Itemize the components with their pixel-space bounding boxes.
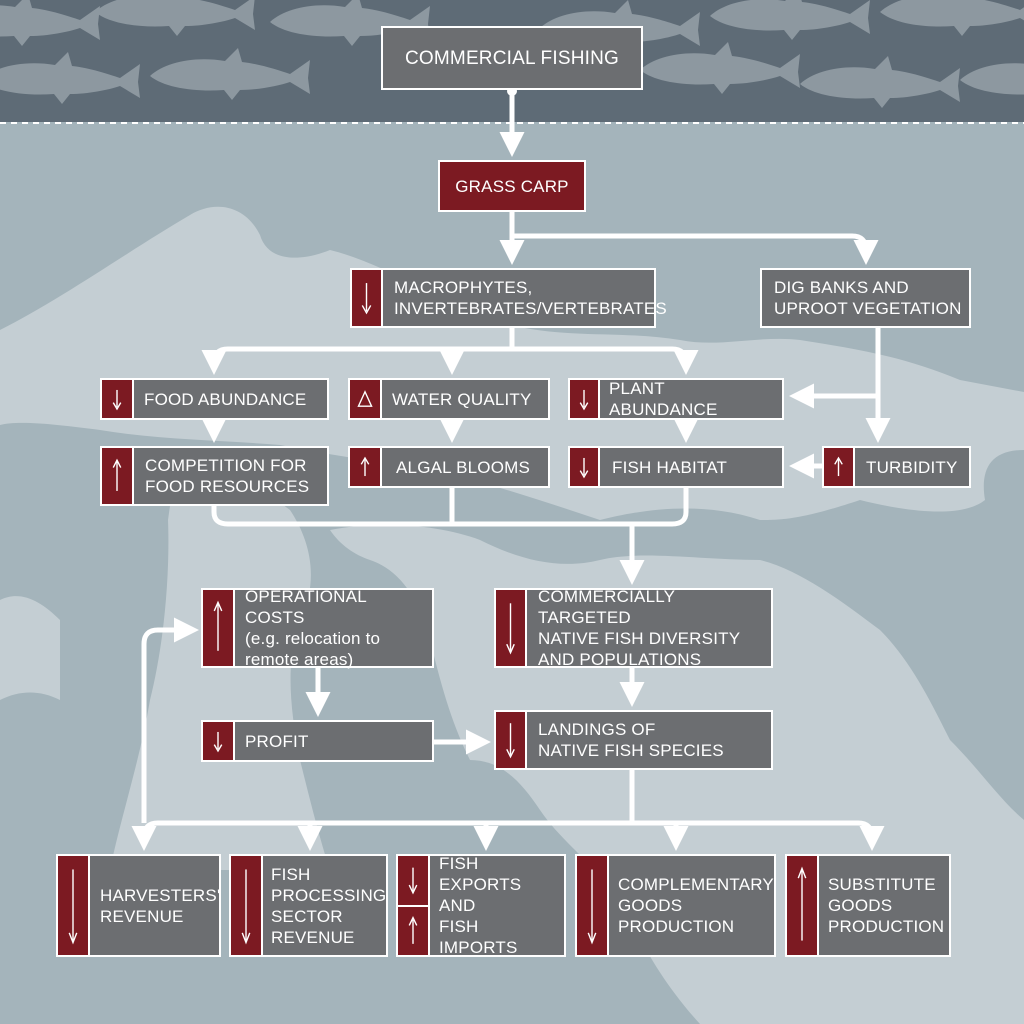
up-arrow-icon (824, 448, 853, 486)
arrow-to-food-abundance (214, 349, 512, 370)
harvesters-revenue-box (56, 854, 221, 957)
fish-imports-indicator (398, 905, 428, 956)
competition-label: COMPETITION FOR FOOD RESOURCES (145, 456, 310, 496)
fish-processing-indicator (231, 856, 263, 955)
native-fish-label: COMMERCIALLY TARGETED NATIVE FISH DIVERSITY AND POPULATIONS (538, 587, 741, 669)
complementary-label: COMPLEMENTARY GOODS PRODUCTION (618, 875, 774, 936)
fish-habitat-box (568, 446, 784, 488)
fish-processing-label: FISH PROCESSING SECTOR REVENUE (271, 864, 387, 947)
up-arrow-icon (398, 907, 428, 956)
food-abundance-label: FOOD ABUNDANCE (144, 389, 307, 409)
complementary-indicator (577, 856, 609, 955)
food-abundance-indicator (102, 380, 134, 418)
algal-blooms-label: ALGAL BLOOMS (396, 457, 531, 477)
macrophytes-box (350, 268, 667, 328)
competition-box (100, 446, 329, 506)
arrow-carp-to-dig-banks (512, 236, 866, 260)
macrophytes-indicator (352, 270, 383, 326)
down-arrow-icon (496, 590, 525, 666)
down-arrow-icon (496, 712, 525, 768)
landings-box (494, 710, 773, 770)
landings-indicator (496, 712, 527, 768)
up-arrow-icon (350, 448, 380, 486)
arrow-to-harvesters (144, 823, 158, 846)
down-arrow-icon (58, 856, 88, 955)
fish-exports-indicator (398, 856, 428, 905)
commercial-fishing-label: COMMERCIAL FISHING (404, 47, 620, 69)
up-arrow-icon (102, 448, 132, 504)
algal-blooms-indicator (350, 448, 382, 486)
up-arrow-icon (203, 590, 233, 666)
up-arrow-icon (787, 856, 817, 955)
exports-imports-box (396, 854, 566, 957)
down-arrow-icon (577, 856, 607, 955)
native-fish-box (494, 588, 773, 668)
turbidity-indicator (824, 448, 855, 486)
fish-habitat-indicator (570, 448, 600, 486)
food-abundance-box (100, 378, 329, 420)
arrow-harvesters-to-costs (144, 630, 194, 823)
harvesters-revenue-label: HARVESTERS' REVENUE (100, 885, 221, 926)
turbidity-box (822, 446, 971, 488)
profit-label: PROFIT (245, 731, 309, 751)
plant-abundance-indicator (570, 380, 600, 418)
down-arrow-icon (352, 270, 381, 326)
line-bottom-distributor (158, 823, 872, 846)
grass-carp-label: GRASS CARP (455, 176, 569, 196)
competition-indicator (102, 448, 134, 504)
down-arrow-icon (231, 856, 261, 955)
complementary-box (575, 854, 776, 957)
water-quality-label: WATER QUALITY (392, 389, 532, 409)
arrow-to-plant-abundance (512, 349, 686, 370)
operational-costs-box (201, 588, 434, 668)
algal-blooms-box (348, 446, 550, 488)
substitute-indicator (787, 856, 819, 955)
substitute-label: SUBSTITUTE GOODS PRODUCTION (828, 875, 945, 936)
exports-imports-label: FISH EXPORTS AND FISH IMPORTS (439, 854, 522, 957)
plant-abundance-label: PLANT ABUNDANCE (609, 379, 718, 419)
commercial-fishing-box (381, 26, 643, 90)
water-quality-box (348, 378, 550, 420)
down-arrow-icon (398, 856, 428, 905)
operational-costs-label: OPERATIONAL COSTS (e.g. relocation to remote areas) (245, 587, 381, 669)
fish-habitat-label: FISH HABITAT (612, 457, 728, 477)
delta-icon (350, 380, 380, 418)
plant-abundance-box (568, 378, 784, 420)
exports-imports-indicator (398, 856, 430, 955)
native-fish-indicator (496, 590, 527, 666)
profit-box (201, 720, 434, 762)
down-arrow-icon (102, 380, 132, 418)
down-arrow-icon (570, 380, 598, 418)
macrophytes-label: MACROPHYTES, INVERTEBRATES/VERTEBRATES (394, 278, 667, 318)
grass-carp-box (438, 160, 586, 212)
water-quality-indicator (350, 380, 382, 418)
substitute-box (785, 854, 951, 957)
turbidity-label: TURBIDITY (866, 457, 958, 477)
operational-costs-indicator (203, 590, 235, 666)
harvesters-revenue-indicator (58, 856, 90, 955)
dig-banks-label: DIG BANKS AND UPROOT VEGETATION (774, 278, 962, 318)
fish-processing-box (229, 854, 388, 957)
down-arrow-icon (570, 448, 598, 486)
down-arrow-icon (203, 722, 233, 760)
dig-banks-box (760, 268, 971, 328)
profit-indicator (203, 722, 235, 760)
landings-label: LANDINGS OF NATIVE FISH SPECIES (538, 720, 724, 760)
